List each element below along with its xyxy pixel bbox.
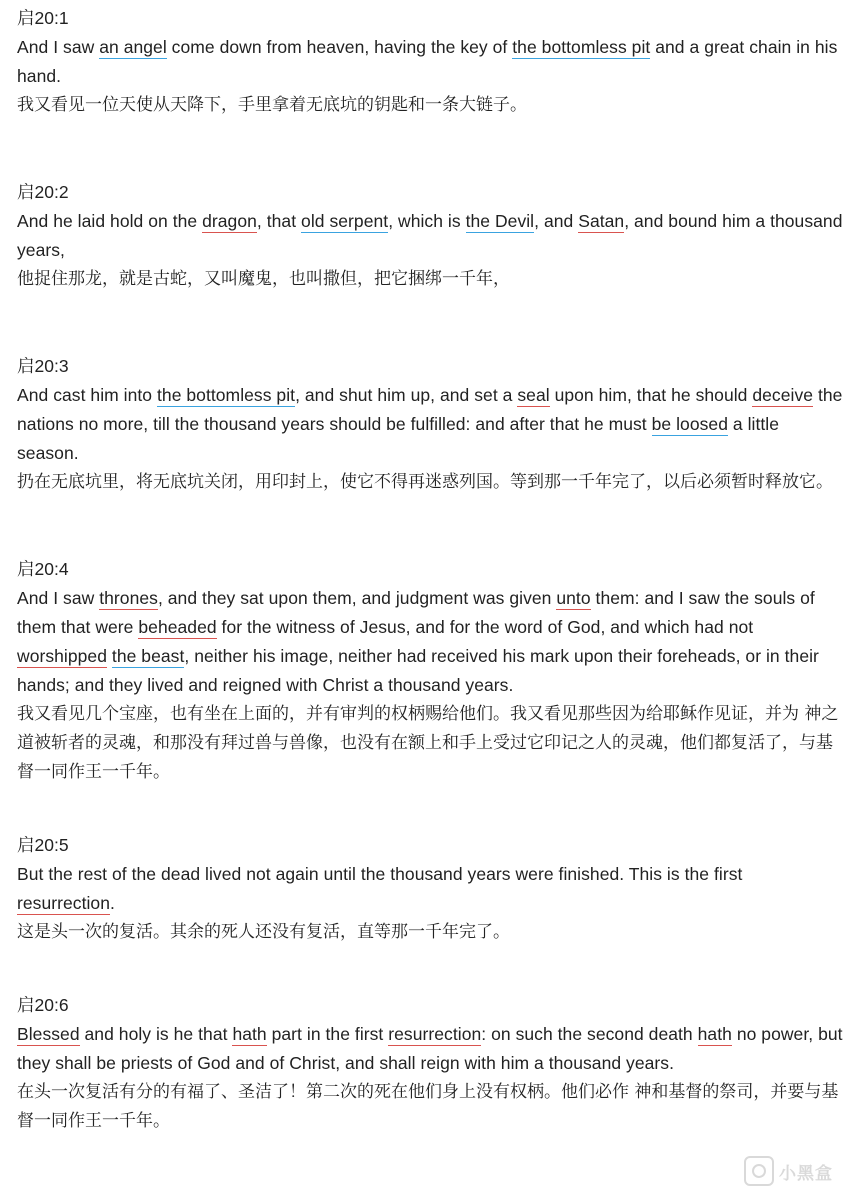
verse-chinese-text: 我又看见几个宝座，也有坐在上面的，并有审判的权柄赐给他们。我又看见那些因为给耶稣作见证，并为 神之道被斩者的灵魂，和那没有拜过兽与兽像，也没有在额上和手上受过它印记之人的灵魂，他们都复活了，与基督一同作王一千年。 [17, 704, 839, 782]
watermark-text: 小黑盒 [779, 1163, 833, 1184]
verse-english-text: And cast him into the bottomless pit, and shut him up, and set a seal upon him, that he should deceive the nations no more, till the thousand years should be fulfilled: and after that he must be loosed a little season. [17, 385, 843, 463]
verse-4 [17, 555, 843, 787]
verse-chinese-text: 他捉住那龙，就是古蛇，又叫魔鬼，也叫撒但，把它捆绑一千年， [17, 269, 510, 289]
term-link[interactable]: worshipped [17, 646, 107, 666]
term-link[interactable]: hath [232, 1024, 267, 1044]
verse-chinese-text: 扔在无底坑里，将无底坑关闭，用印封上，使它不得再迷惑列国。等到那一千年完了，以后必须暂时释放它。 [17, 472, 833, 492]
verse-reference: 启20:5 [17, 835, 69, 855]
verse-chinese-text: 这是头一次的复活。其余的死人还没有复活，直等那一千年完了。 [17, 922, 510, 942]
term-link[interactable]: thrones [99, 588, 158, 608]
term-link[interactable]: Blessed [17, 1024, 80, 1044]
term-link[interactable]: the bottomless pit [512, 37, 651, 57]
term-link[interactable]: the Devil [465, 211, 535, 231]
verse-english-text: And he laid hold on the dragon, that old serpent, which is the Devil, and Satan, and bound him a thousand years, [17, 211, 843, 260]
verse-5 [17, 831, 843, 947]
term-link[interactable]: seal [517, 385, 550, 405]
verse-english-text: And I saw an angel come down from heaven, having the key of the bottomless pit and a great chain in his hand. [17, 37, 838, 86]
verse-chinese-text: 我又看见一位天使从天降下，手里拿着无底坑的钥匙和一条大链子。 [17, 95, 527, 115]
verse-reference: 启20:6 [17, 995, 69, 1015]
verse-english-text: But the rest of the dead lived not again until the thousand years were finished. This is the first resurrection. [17, 864, 743, 913]
term-link[interactable]: beheaded [138, 617, 217, 637]
term-link[interactable]: an angel [99, 37, 167, 57]
term-link[interactable]: unto [556, 588, 591, 608]
verse-reference: 启20:4 [17, 559, 69, 579]
term-link[interactable]: hath [697, 1024, 732, 1044]
term-link[interactable]: the bottomless pit [157, 385, 296, 405]
term-link[interactable]: Satan [578, 211, 625, 231]
term-link[interactable]: old serpent [301, 211, 389, 231]
term-link[interactable]: be loosed [651, 414, 728, 434]
verse-english-text: Blessed and holy is he that hath part in the first resurrection: on such the second death hath no power, but they shall be priests of God and of Christ, and shall reign with him a thousand years. [17, 1024, 843, 1073]
verse-reference: 启20:3 [17, 356, 69, 376]
verse-reference: 启20:1 [17, 8, 69, 28]
verse-1 [17, 4, 843, 120]
watermark [744, 1156, 833, 1186]
term-link[interactable]: resurrection [388, 1024, 482, 1044]
verse-6 [17, 991, 843, 1136]
heybox-logo-icon [744, 1156, 774, 1186]
term-link[interactable]: dragon [202, 211, 257, 231]
verse-english-text: And I saw thrones, and they sat upon them, and judgment was given unto them: and I saw the souls of them that were beheaded for the witness of Jesus, and for the word of God, and which had not worshipped the beast, neither his image, neither had received his mark upon their foreheads, or in their hands; and they lived and reigned with Christ a thousand years. [17, 588, 819, 695]
verse-3 [17, 352, 843, 497]
term-link[interactable]: deceive [752, 385, 814, 405]
verse-chinese-text: 在头一次复活有分的有福了、圣洁了！第二次的死在他们身上没有权柄。他们必作 神和基督的祭司，并要与基督一同作王一千年。 [17, 1082, 839, 1131]
document-body [17, 4, 843, 1136]
term-link[interactable]: the beast [111, 646, 185, 666]
verse-reference: 启20:2 [17, 182, 69, 202]
verse-2 [17, 178, 843, 294]
term-link[interactable]: resurrection [17, 893, 110, 913]
